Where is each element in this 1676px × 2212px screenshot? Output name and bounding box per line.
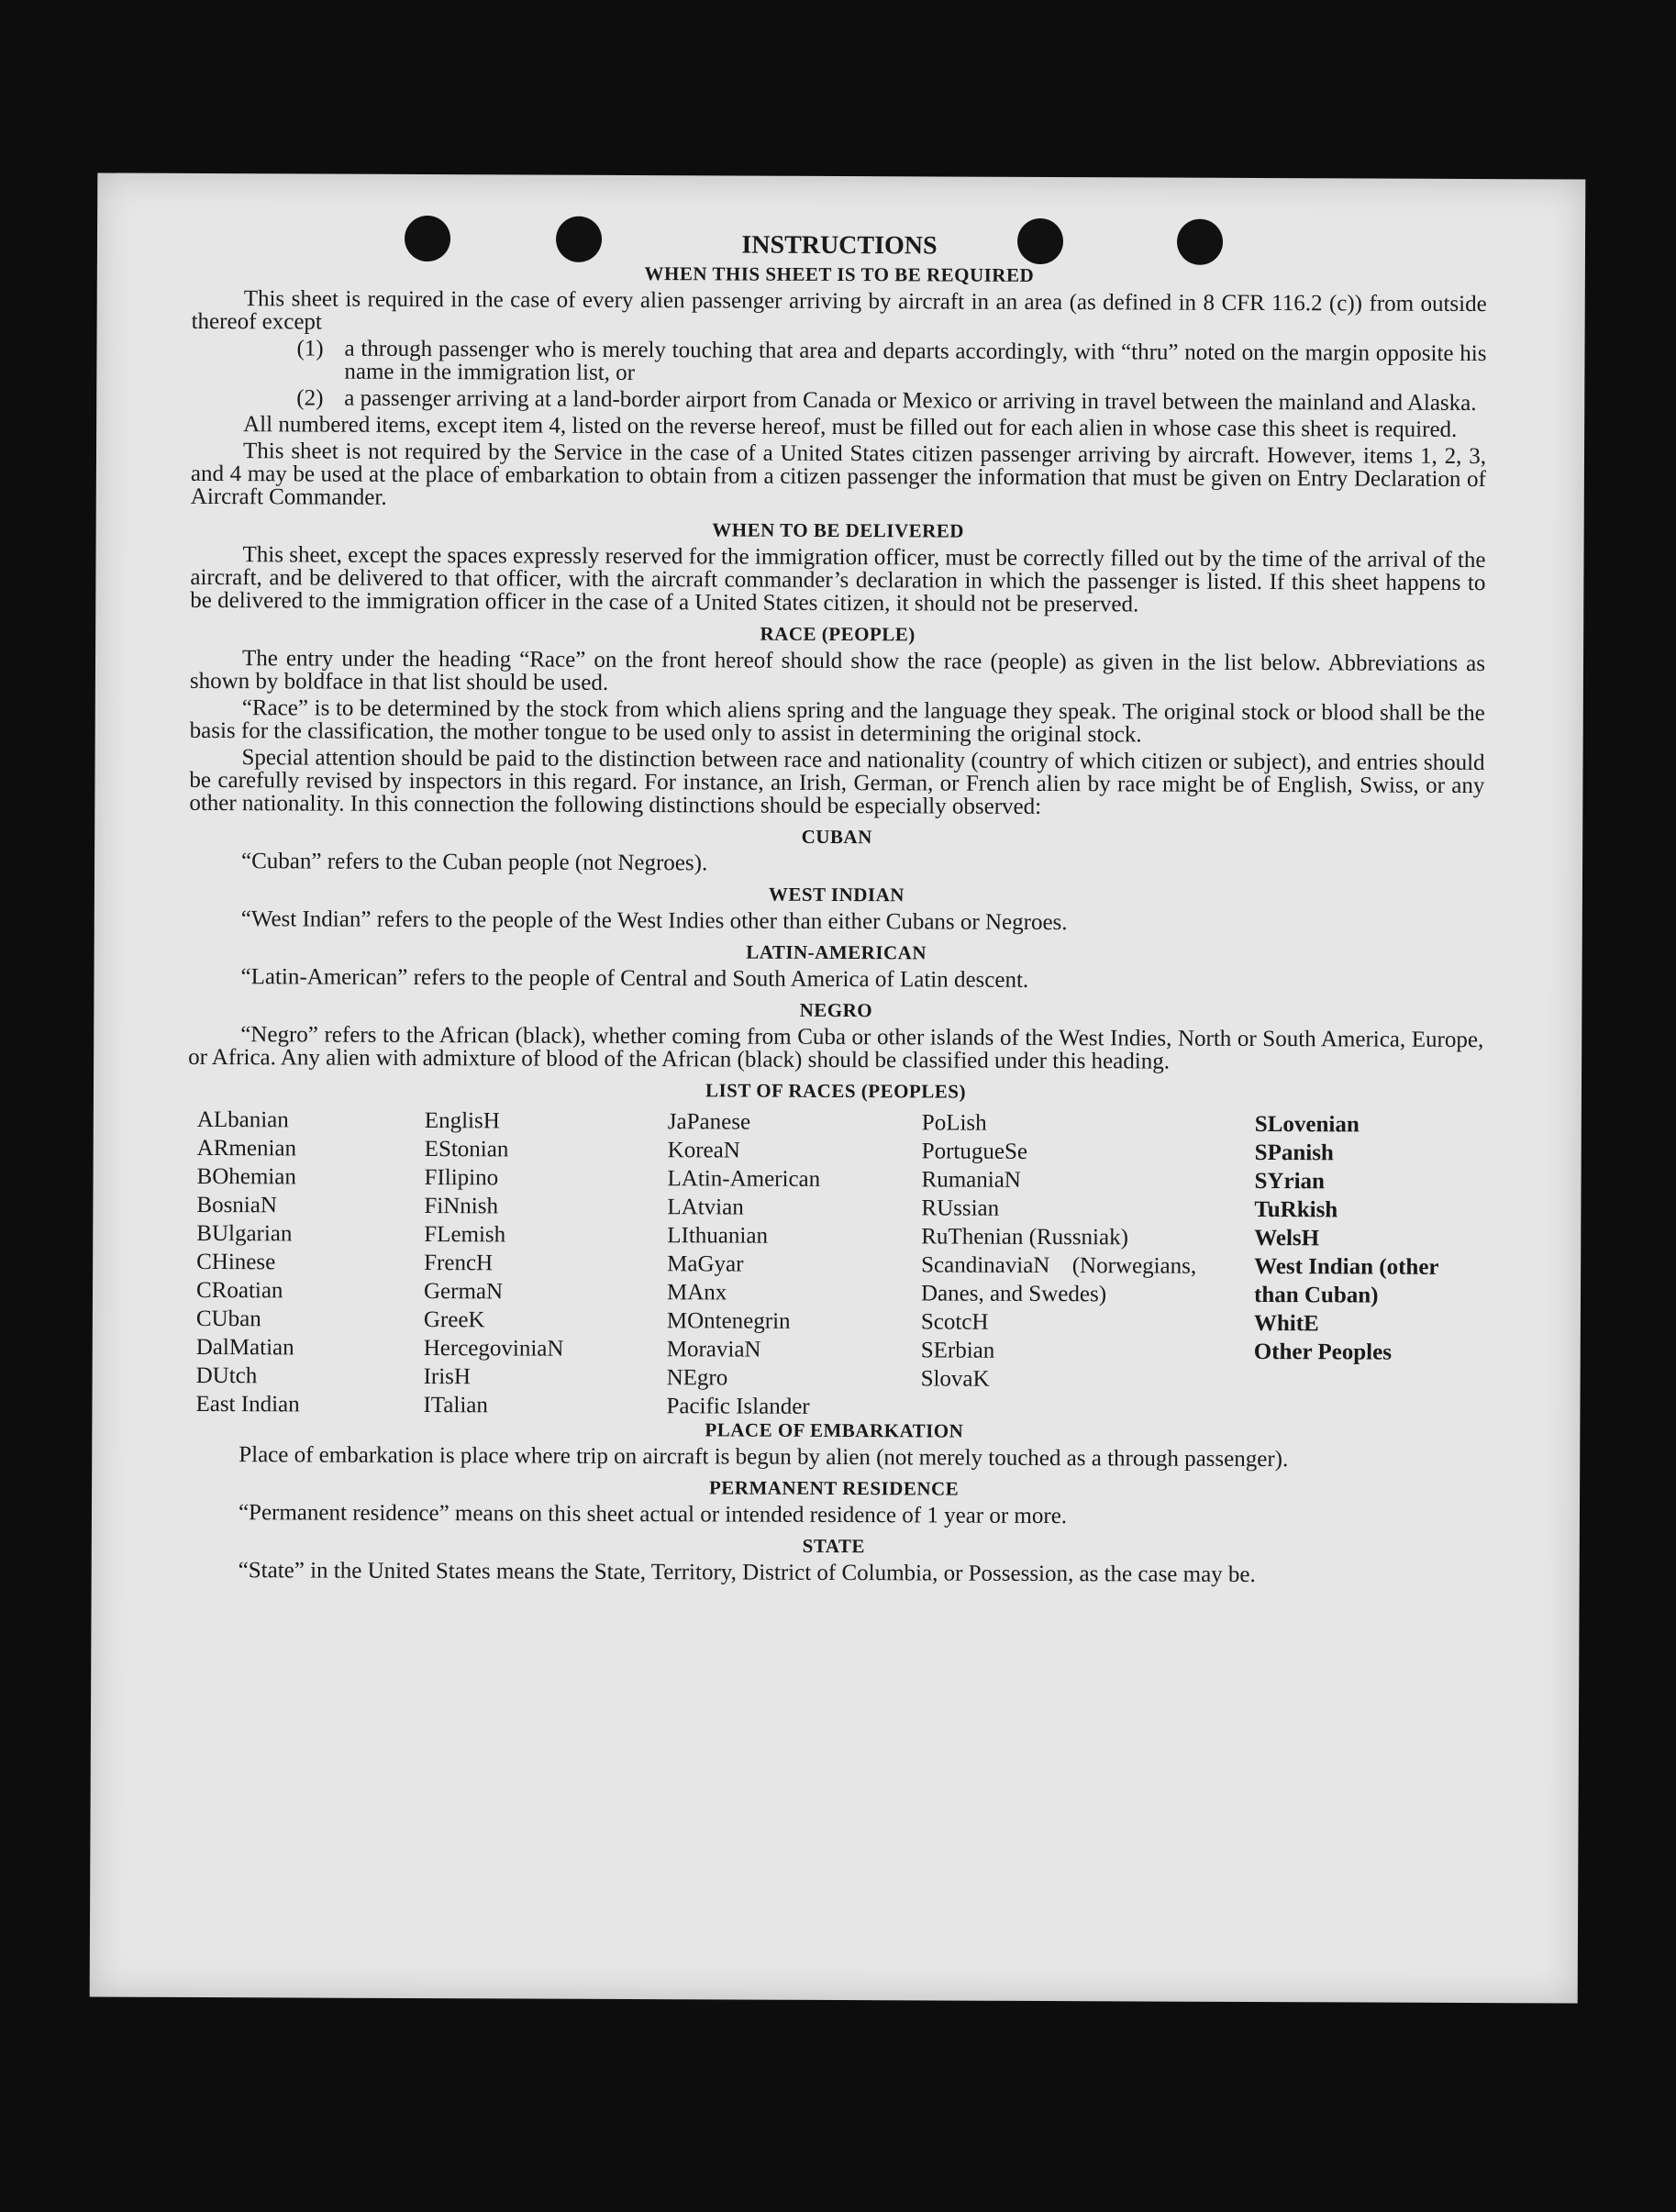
race-item: FiNnish bbox=[424, 1194, 499, 1219]
race-item: BUlgarian bbox=[196, 1220, 293, 1247]
delivered-text: This sheet, except the spaces expressly reserved for the immigration officer, must be correctly filled out by the time of the arrival of the aircraft, and be delivered to that officer, with the aircraft commander’s declaration in which the passenger is listed. If this sheet happens to be delivered to the immigration officer in the case of a United States citizen, it should not be preserved. bbox=[190, 542, 1486, 617]
races-column-3 bbox=[666, 1107, 820, 1421]
race-paragraph-2: “Race” is to be determined by the stock from which aliens spring and the language they speak. The original stock or blood shall be the basis for the classification, the mother tongue to be used only to assist in determining the original stock. bbox=[189, 695, 1485, 748]
required-intro: This sheet is required in the case of every alien passenger arriving by aircraft in an area (as defined in 8 CFR 116.2 (c)) from outside thereof except bbox=[191, 286, 1487, 335]
race-item: Pacific Islander bbox=[666, 1394, 810, 1419]
race-item: SErbian bbox=[920, 1338, 995, 1363]
residence-text: “Permanent residence” means on this sheet actual or intended residence of 1 year or more. bbox=[238, 1500, 1068, 1529]
race-item: SPanish bbox=[1254, 1139, 1334, 1166]
exception-item-1-text: a through passenger who is merely touching that area and departs accordingly, with “thru” noted on the margin opposite his name in the immigration list, or bbox=[344, 336, 1487, 386]
race-item: PortugueSe bbox=[921, 1139, 1028, 1164]
required-numbered-items: All numbered items, except item 4, listed on the reverse hereof, must be filled out for each alien in whose case this sheet is required. bbox=[243, 412, 1458, 442]
races-column-2 bbox=[423, 1106, 564, 1420]
race-item: NEgro bbox=[666, 1365, 728, 1391]
heading-state: STATE bbox=[802, 1534, 865, 1558]
race-item: MOntenegrin bbox=[666, 1308, 791, 1334]
negro-text: “Negro” refers to the African (black), whether coming from Cuba or other islands of the West Indies, North or South America, Europe, or Africa. Any alien with admixture of blood of the African (black) should be classified under this heading. bbox=[188, 1022, 1484, 1074]
race-item: LAtin-American bbox=[667, 1166, 821, 1192]
required-citizen-note: This sheet is not required by the Service in the case of a United States citizen passenger arriving by aircraft. However, items 1, 2, 3, and 4 may be used at the place of embarkation to obtain from a citizen passenger the information that must be given on Entry Declaration of Aircraft Commander. bbox=[190, 439, 1487, 510]
cuban-text: “Cuban” refers to the Cuban people (not Negroes). bbox=[241, 849, 708, 876]
race-paragraph-3: Special attention should be paid to the distinction between race and nationality (country of which citizen or subject), and entries should be carefully revised by inspectors in this regard. For instance, an Irish, German, or French alien by race might be of English, Swiss, or any other nationality. In this connection the following distinctions should be especially observed: bbox=[189, 745, 1485, 819]
heading-latin-american: LATIN-AMERICAN bbox=[746, 940, 927, 964]
exception-item-1 bbox=[296, 337, 1486, 388]
race-item: West Indian (other than Cuban) bbox=[1253, 1253, 1439, 1308]
race-item: BOhemian bbox=[196, 1163, 296, 1190]
race-item: TuRkish bbox=[1254, 1196, 1338, 1223]
instructions-content bbox=[186, 228, 1487, 1591]
races-column-4 bbox=[921, 1108, 1197, 1394]
race-item: SlovaK bbox=[920, 1366, 990, 1392]
race-item: MaGyar bbox=[667, 1251, 744, 1277]
heading-west-indian: WEST INDIAN bbox=[768, 883, 905, 906]
heading-permanent-residence: PERMANENT RESIDENCE bbox=[708, 1476, 960, 1500]
race-item: LIthuanian bbox=[667, 1223, 769, 1249]
latin-american-text: “Latin-American” refers to the people of Central and South America of Latin descent. bbox=[240, 964, 1029, 993]
race-item: BosniaN bbox=[196, 1192, 277, 1218]
race-item: SYrian bbox=[1254, 1168, 1326, 1195]
race-item: FrencH bbox=[424, 1251, 494, 1276]
race-item: CRoatian bbox=[195, 1277, 283, 1304]
page-title: INSTRUCTIONS bbox=[741, 230, 938, 261]
race-item: MAnx bbox=[666, 1280, 727, 1306]
exception-item-2-number: (2) bbox=[296, 385, 324, 411]
race-item: HercegoviniaN bbox=[423, 1336, 564, 1362]
race-item: KoreaN bbox=[667, 1138, 740, 1163]
race-item: FLemish bbox=[424, 1222, 506, 1248]
race-item: IrisH bbox=[423, 1364, 472, 1390]
race-item: FIlipino bbox=[424, 1165, 499, 1191]
exception-item-1-number: (1) bbox=[296, 336, 324, 361]
race-item: JaPanese bbox=[667, 1109, 751, 1135]
embarkation-text: Place of embarkation is place where trip on aircraft is begun by alien (not merely touched as a through passenger). bbox=[239, 1442, 1289, 1473]
race-item: SLovenian bbox=[1254, 1111, 1360, 1138]
race-item: ALbanian bbox=[196, 1106, 289, 1133]
race-item: DalMatian bbox=[195, 1334, 294, 1361]
race-item: RumaniaN bbox=[921, 1167, 1021, 1193]
race-item: CHinese bbox=[196, 1249, 276, 1275]
race-item: ScotcH bbox=[920, 1309, 989, 1335]
race-item: WhitE bbox=[1253, 1310, 1319, 1337]
exception-item-2-text: a passenger arriving at a land-border airport from Canada or Mexico or arriving in travel between the mainland and Alaska. bbox=[344, 385, 1477, 417]
document-sheet bbox=[90, 172, 1586, 2003]
heading-cuban: CUBAN bbox=[801, 825, 872, 849]
race-item: East Indian bbox=[195, 1391, 300, 1417]
west-indian-text: “West Indian” refers to the people of the West Indies other than either Cubans or Negroes. bbox=[240, 906, 1068, 936]
race-paragraph-1: The entry under the heading “Race” on the front hereof should show the race (people) as given in the list below. Abbreviations as shown by boldface in that list should be used. bbox=[189, 646, 1486, 695]
races-column-5 bbox=[1254, 1110, 1484, 1367]
race-item: LAtvian bbox=[667, 1195, 744, 1220]
state-text: “State” in the United States means the State, Territory, District of Columbia, or Possession, as the case may be. bbox=[238, 1558, 1256, 1587]
race-item: ITalian bbox=[423, 1393, 488, 1418]
race-item: RuThenian (Russniak) bbox=[921, 1224, 1129, 1251]
race-item: GreeK bbox=[423, 1307, 485, 1333]
race-item: PoLish bbox=[921, 1110, 987, 1136]
race-item: DUtch bbox=[195, 1362, 258, 1389]
heading-place-of-embarkation: PLACE OF EMBARKATION bbox=[705, 1418, 964, 1442]
race-item: EnglisH bbox=[424, 1108, 500, 1134]
race-item: CUban bbox=[195, 1306, 261, 1332]
race-item: GermaN bbox=[423, 1279, 504, 1305]
race-item: ARmenian bbox=[196, 1135, 297, 1162]
heading-negro: NEGRO bbox=[799, 998, 873, 1022]
race-item: WelsH bbox=[1254, 1225, 1320, 1251]
races-list bbox=[186, 1106, 1482, 1419]
race-item: Other Peoples bbox=[1253, 1339, 1393, 1365]
race-item: RUssian bbox=[921, 1195, 1000, 1221]
race-item: ScandinaviaN (Norwegians, Danes, and Swedes) bbox=[920, 1252, 1197, 1307]
heading-when-delivered: WHEN TO BE DELIVERED bbox=[712, 518, 965, 542]
races-column-1 bbox=[195, 1106, 301, 1418]
exception-item-2 bbox=[296, 386, 1486, 415]
race-item: MoraviaN bbox=[666, 1337, 761, 1362]
heading-when-required: WHEN THIS SHEET IS TO BE REQUIRED bbox=[644, 262, 1035, 286]
heading-race: RACE (PEOPLE) bbox=[760, 622, 916, 646]
race-item: EStonian bbox=[424, 1137, 509, 1162]
heading-list-of-races: LIST OF RACES (PEOPLES) bbox=[705, 1079, 967, 1103]
